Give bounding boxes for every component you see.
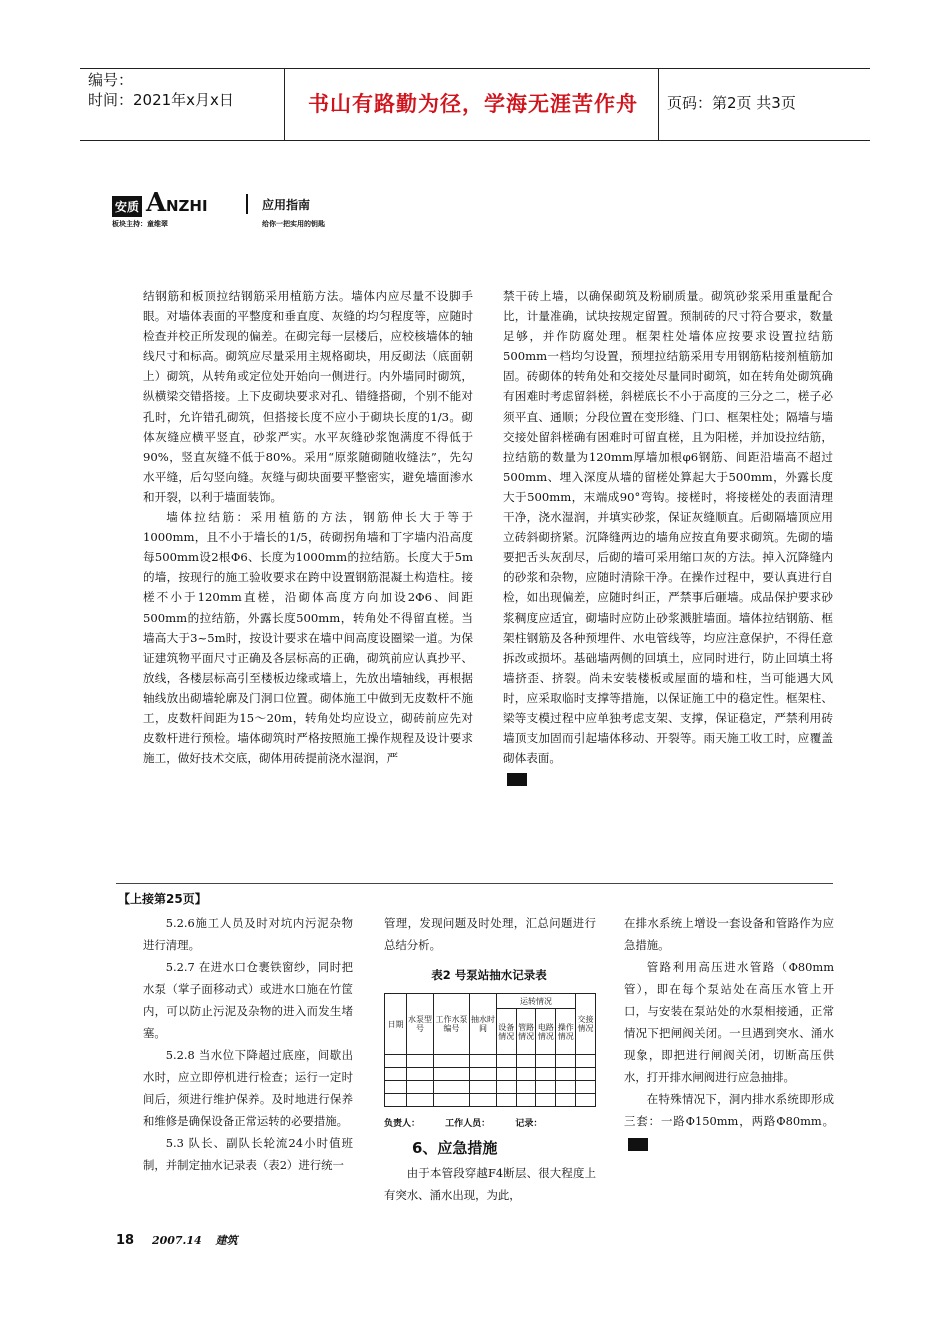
header-time: 时间：2021年x月x日 [88, 91, 234, 109]
th-shift: 交接情况 [576, 994, 596, 1055]
continued-paragraph-text: 在特殊情况下，洞内排水系统即形成三套：一路Φ150mm，两路Φ80mm。 [624, 1092, 834, 1128]
brand-host: 板块主持：童维翠 [112, 220, 168, 228]
th-status: 运转情况 [496, 994, 575, 1009]
continued-column-2-top [384, 912, 596, 956]
sign-responsible: 负责人： [384, 1119, 421, 1129]
header-number: 编号： [88, 71, 134, 89]
page-footer [116, 1232, 238, 1248]
sign-recorder: 记录： [515, 1119, 543, 1129]
header-meta [88, 70, 234, 110]
article-paragraph: 墙体拉结筋：采用植筋的方法，钢筋伸长大于等于1000mm，且不小于墙长的1/5，砖砌拐角墙和丁字墙内沿高度每500mm设2根Φ6、长度为1000mm的拉结筋。长度大于5m的墙，按现行的施工验收要求在跨中设置钢筋混凝土构造柱。接槎不小于120mm直槎，沿砌体高度方向加设2Φ6、间距500mm的拉结筋，外露长度500mm，转角处不得留直槎。当墙高大于3~5m时，按设计要求在墙中间高度设圈梁一道。为保证建筑物平面尺寸正确及各层标高的正确，砌筑前应认真抄平、放线，各楼层标高引至楼板边缘或墙上，先放出墙轴线，再根据轴线放出砌墙轮廓及门洞口位置。砌体施工中做到无皮数杆不施工，皮数杆间距为15～20m，转角处均应设立，砌砖前应先对皮数杆进行预检。墙体砌筑时严格按照施工操作规程及设计要求施工，做好技术交底，砌体用砖提前浇水湿润，严 [143, 510, 473, 766]
brand-big-letter: A [146, 188, 167, 218]
continued-paragraph: 在排水系统上增设一套设备和管路作为应急措施。 [624, 916, 834, 952]
table-row [385, 1068, 596, 1081]
footer-page-number: 18 [116, 1233, 135, 1248]
continued-paragraph: 5.3 队长、副队长轮流24小时值班制，并制定抽水记录表（表2）进行统一 [143, 1136, 353, 1172]
header-divider-right [658, 68, 659, 140]
th-pump-model: 水泵型号 [407, 994, 434, 1055]
table-row [385, 1081, 596, 1094]
continued-paragraph: 管路利用高压进水管路（Φ80mm管），即在每个泵站处在高压水管上开口，与安装在泵站处的水泵相接通，正常情况下把闸阀关闭。一旦遇到突水、涌水现象，即把进行闸阀关闭，切断高压供水，打开排水闸阀进行应急抽排。 [624, 960, 834, 1084]
header-motto: 书山有路勤为径，学海无涯苦作舟 [308, 92, 638, 116]
article-left-column [143, 286, 473, 768]
article-right-column [503, 286, 833, 788]
section-divider [116, 883, 833, 884]
brand-slogan: 给你一把实用的钥匙 [262, 220, 325, 228]
th-equipment: 设备情况 [496, 1009, 516, 1055]
th-operation: 操作情况 [556, 1009, 576, 1055]
header-divider-left [284, 68, 285, 140]
th-pump-number: 工作水泵编号 [433, 994, 469, 1055]
th-date: 日期 [385, 994, 407, 1055]
header-top-rule [80, 68, 870, 69]
brand-separator [246, 194, 248, 214]
header-bottom-rule [80, 140, 870, 141]
table-row [385, 1094, 596, 1107]
th-pump-time: 抽水时间 [470, 994, 497, 1055]
article-paragraph: 结钢筋和板顶拉结钢筋采用植筋方法。墙体内应尽量不设脚手眼。对墙体表面的平整度和垂直度、灰缝的均匀程度等，应随时检查并校正所发现的偏差。在砌完每一层楼后，应校核墙体的轴线尺寸和标高。砌筑应尽量采用主规格砌块，用反砌法（底面朝上）砌筑，从转角或定位处开始向一侧进行。内外墙同时砌筑，纵横梁交错搭接。上下皮砌块要求对孔、错缝搭砌，个别不能对孔时，允许错孔砌筑，但搭接长度不应小于砌块长度的1/3。砌体灰缝应横平竖直，砂浆严实。水平灰缝砂浆饱满度不得低于90%，竖直灰缝不低于80%。采用“原浆随砌随收缝法”，先勾水平缝，后勾竖向缝。灰缝与砌块面要平整密实，避免墙面渗水和开裂，以利于墙面装饰。 [143, 289, 473, 504]
article-paragraph: 禁干砖上墙，以确保砌筑及粉刷质量。砌筑砂浆采用重量配合比，计量准确，试块按规定留置。预制砖的尺寸符合要求，数量足够，并作防腐处理。框架柱处墙体应按要求设置拉结筋500mm一档均匀设置，预埋拉结筋采用专用钢筋粘接剂植筋加固。砖砌体的转角处和交接处尽量同时砌筑，如在转角处砌筑确有困难时考虑留斜槎，斜槎底长不小于高度的三分之二，槎子必须平直、通顺；分段位置在变形缝、门口、框架柱处；隔墙与墙交接处留斜槎确有困难时可留直槎，且为阳槎，并加设拉结筋，拉结筋的数量为120mm厚墙加根φ6钢筋、间距沿墙高不超过500mm、埋入深度从墙的留槎处算起大于500mm，外露长度大于500mm，末端成90°弯钩。接槎时，将接槎处的表面清理干净，浇水湿润，并填实砂浆，保证灰缝顺直。后砌隔墙顶应用立砖斜砌挤紧。沉降缝两边的墙角应按直角要求砌筑。先砌的墙要把舌头灰刮尽，后砌的墙可采用缩口灰的方法。掉入沉降缝内的砂浆和杂物，应随时清除干净。在操作过程中，要认真进行自检，如出现偏差，应随时纠正，严禁事后砸墙。成品保护要求砂浆稠度应适宜，砌墙时应防止砂浆溅脏墙面。墙体拉结钢筋、框架柱钢筋及各种预埋件、水电管线等，均应注意保护，不得任意拆改或损坏。基础墙两侧的回填土，应同时进行，防止回填土将墙挤歪、挤裂。尚未安装楼板或屋面的墙和柱，当可能遇大风时，应采取临时支撑等措施，以保证施工中的稳定性。框架柱、梁等支模过程中应单独考虑支架、支撑，保证稳定，严禁利用砖墙顶支加固而引起墙体移动、开裂等。雨天施工收工时，应覆盖砌体表面。 [503, 289, 833, 766]
continued-paragraph: 5.2.7 在进水口仓裹铁窗纱，同时把水泵（掌子面移动式）或进水口施在竹筐内，可以防止污泥及杂物的进入而发生堵塞。 [143, 960, 353, 1040]
end-mark-icon [628, 1138, 648, 1151]
th-pipeline: 管路情况 [516, 1009, 536, 1055]
continued-label: 【上接第25页】 [118, 892, 207, 906]
end-mark-icon [507, 773, 527, 786]
continued-paragraph [624, 1088, 834, 1154]
brand-box: 安质 [112, 196, 142, 217]
brand-name: NZHI [166, 197, 208, 215]
continued-paragraph: 管理，发现问题及时处理，汇总问题进行总结分析。 [384, 916, 596, 952]
continued-column-1 [143, 912, 353, 1176]
continued-paragraph: 5.2.8 当水位下降超过底座，间歇出水时，应立即停机进行检查；运行一定时间后，须进行维护保养。及时地进行保养和维修是确保设备正常运转的必要措施。 [143, 1048, 353, 1128]
table-row [385, 1055, 596, 1068]
table-title: 表2 号泵站抽水记录表 [431, 968, 547, 982]
header-page-info: 页码：第2页 共3页 [667, 94, 796, 112]
footer-issue: 2007.14 [151, 1234, 202, 1247]
table-sign-row [384, 1116, 598, 1129]
sign-staff: 工作人员： [445, 1119, 491, 1129]
section-6-heading: 6、应急措施 [412, 1139, 498, 1157]
continued-paragraph: 5.2.6施工人员及时对坑内污泥杂物进行清理。 [143, 916, 353, 952]
column-brand [112, 188, 372, 228]
pump-record-table [384, 993, 596, 1107]
th-circuit: 电路情况 [536, 1009, 556, 1055]
continued-paragraph: 由于本管段穿越F4断层、很大程度上有突水、涌水出现，为此， [384, 1166, 596, 1202]
brand-section: 应用指南 [262, 198, 311, 212]
continued-column-3 [624, 912, 834, 1154]
continued-column-2-bottom [384, 1162, 596, 1206]
footer-journal: 建筑 [215, 1234, 238, 1247]
